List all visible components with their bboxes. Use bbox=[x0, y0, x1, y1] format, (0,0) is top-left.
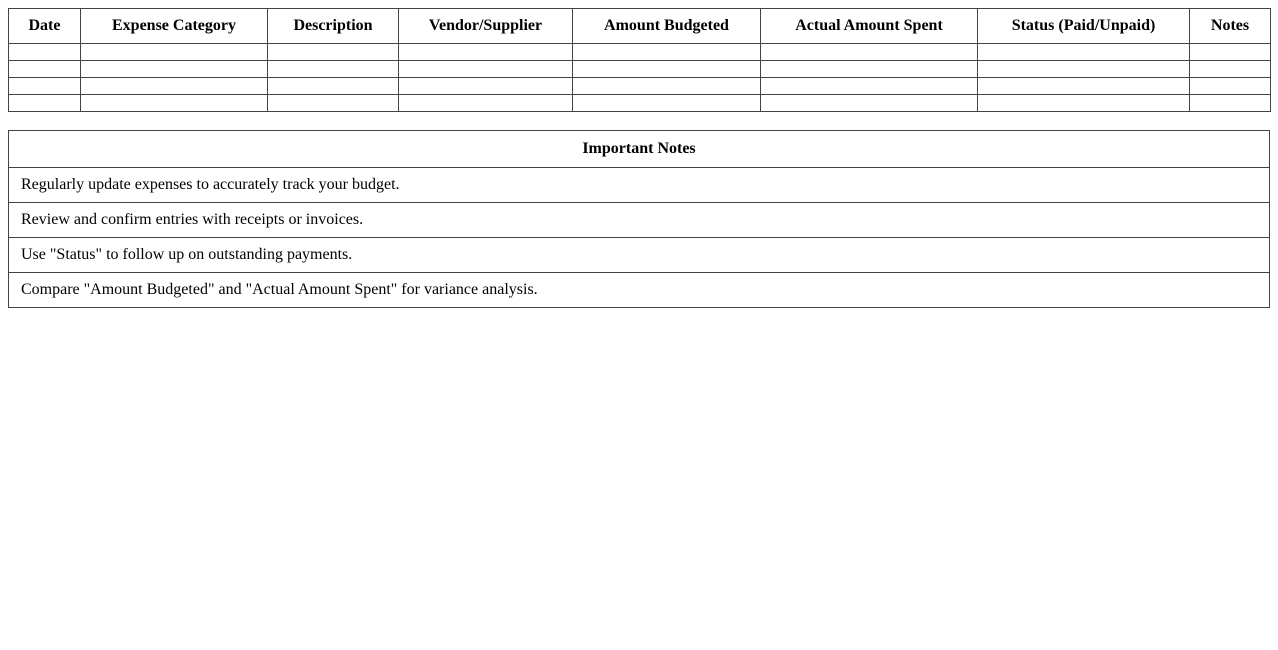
note-item: Use "Status" to follow up on outstanding payments. bbox=[9, 238, 1270, 273]
list-item bbox=[9, 238, 1270, 273]
table-row bbox=[9, 95, 1271, 112]
table-cell-date[interactable] bbox=[9, 95, 81, 112]
table-cell-expense-category[interactable] bbox=[81, 95, 268, 112]
table-cell-status[interactable] bbox=[978, 61, 1190, 78]
table-cell-notes[interactable] bbox=[1190, 78, 1271, 95]
table-cell-expense-category[interactable] bbox=[81, 61, 268, 78]
table-row bbox=[9, 61, 1271, 78]
table-cell-date[interactable] bbox=[9, 44, 81, 61]
important-notes-title: Important Notes bbox=[9, 131, 1270, 168]
expense-table bbox=[8, 8, 1271, 112]
table-cell-amount-budgeted[interactable] bbox=[573, 44, 761, 61]
important-notes-header-row bbox=[9, 131, 1270, 168]
table-cell-expense-category[interactable] bbox=[81, 44, 268, 61]
table-cell-status[interactable] bbox=[978, 78, 1190, 95]
table-cell-vendor-supplier[interactable] bbox=[399, 78, 573, 95]
header-description: Description bbox=[268, 9, 399, 44]
table-cell-expense-category[interactable] bbox=[81, 78, 268, 95]
header-vendor-supplier: Vendor/Supplier bbox=[399, 9, 573, 44]
table-cell-description[interactable] bbox=[268, 95, 399, 112]
table-cell-notes[interactable] bbox=[1190, 95, 1271, 112]
list-item bbox=[9, 168, 1270, 203]
table-cell-description[interactable] bbox=[268, 61, 399, 78]
table-cell-description[interactable] bbox=[268, 78, 399, 95]
table-cell-description[interactable] bbox=[268, 44, 399, 61]
important-notes-table bbox=[8, 130, 1270, 308]
table-cell-status[interactable] bbox=[978, 44, 1190, 61]
table-cell-actual-amount-spent[interactable] bbox=[761, 44, 978, 61]
table-cell-date[interactable] bbox=[9, 78, 81, 95]
table-cell-amount-budgeted[interactable] bbox=[573, 61, 761, 78]
header-notes: Notes bbox=[1190, 9, 1271, 44]
expense-table-header-row bbox=[9, 9, 1271, 44]
table-cell-notes[interactable] bbox=[1190, 44, 1271, 61]
table-cell-amount-budgeted[interactable] bbox=[573, 95, 761, 112]
header-date: Date bbox=[9, 9, 81, 44]
header-expense-category: Expense Category bbox=[81, 9, 268, 44]
table-cell-actual-amount-spent[interactable] bbox=[761, 78, 978, 95]
table-cell-amount-budgeted[interactable] bbox=[573, 78, 761, 95]
note-item: Review and confirm entries with receipts or invoices. bbox=[9, 203, 1270, 238]
table-row bbox=[9, 44, 1271, 61]
table-cell-vendor-supplier[interactable] bbox=[399, 95, 573, 112]
table-cell-actual-amount-spent[interactable] bbox=[761, 61, 978, 78]
header-status: Status (Paid/Unpaid) bbox=[978, 9, 1190, 44]
note-item: Regularly update expenses to accurately track your budget. bbox=[9, 168, 1270, 203]
table-cell-actual-amount-spent[interactable] bbox=[761, 95, 978, 112]
table-cell-date[interactable] bbox=[9, 61, 81, 78]
table-cell-vendor-supplier[interactable] bbox=[399, 44, 573, 61]
header-actual-amount-spent: Actual Amount Spent bbox=[761, 9, 978, 44]
table-cell-status[interactable] bbox=[978, 95, 1190, 112]
note-item: Compare "Amount Budgeted" and "Actual Amount Spent" for variance analysis. bbox=[9, 273, 1270, 308]
list-item bbox=[9, 203, 1270, 238]
header-amount-budgeted: Amount Budgeted bbox=[573, 9, 761, 44]
table-row bbox=[9, 78, 1271, 95]
table-cell-notes[interactable] bbox=[1190, 61, 1271, 78]
list-item bbox=[9, 273, 1270, 308]
table-cell-vendor-supplier[interactable] bbox=[399, 61, 573, 78]
